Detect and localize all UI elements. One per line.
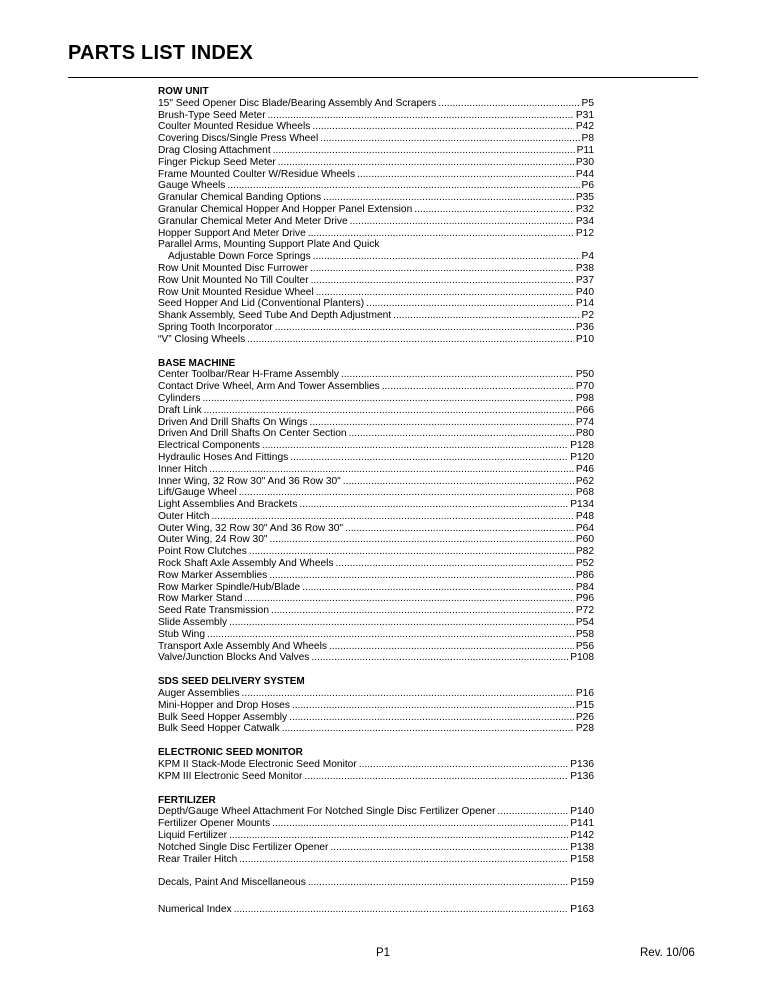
entry-page: P14 xyxy=(575,298,594,310)
dot-leader xyxy=(341,369,574,381)
index-section xyxy=(158,676,594,735)
dot-leader xyxy=(366,298,574,310)
section-heading: BASE MACHINE xyxy=(158,357,236,369)
entry-page: P48 xyxy=(575,510,594,522)
index-entry xyxy=(158,629,594,641)
dot-leader xyxy=(357,169,574,181)
index-entry xyxy=(158,452,594,464)
entry-page: P56 xyxy=(575,640,594,652)
entry-label: Point Row Clutches xyxy=(158,546,247,558)
index-entry xyxy=(158,310,594,322)
dot-leader xyxy=(271,605,574,617)
index-entry xyxy=(158,570,594,582)
dot-leader xyxy=(204,405,574,417)
entry-label: KPM II Stack-Mode Electronic Seed Monitor xyxy=(158,759,357,771)
dot-leader xyxy=(343,476,574,488)
dot-leader xyxy=(262,440,568,452)
entry-page: P36 xyxy=(575,321,594,333)
index-entry xyxy=(158,904,594,916)
entry-page: P108 xyxy=(570,652,594,664)
dot-leader xyxy=(309,417,573,429)
entry-label: Lift/Gauge Wheel xyxy=(158,487,237,499)
dot-leader xyxy=(313,251,580,263)
index-entry xyxy=(158,405,594,417)
entry-label: Inner Hitch xyxy=(158,463,208,475)
entry-page: P62 xyxy=(575,475,594,487)
entry-label: Seed Rate Transmission xyxy=(158,605,269,617)
index-entry xyxy=(158,605,594,617)
entry-label: Inner Wing, 32 Row 30" And 36 Row 30" xyxy=(158,475,341,487)
entry-page: P74 xyxy=(575,416,594,428)
dot-leader xyxy=(209,464,574,476)
entry-label: Shank Assembly, Seed Tube And Depth Adjustment xyxy=(158,310,392,322)
entry-label: Row Unit Mounted No Till Coulter xyxy=(158,274,309,286)
entry-page: P26 xyxy=(575,711,594,723)
section-heading: ELECTRONIC SEED MONITOR xyxy=(158,747,303,759)
index-section xyxy=(158,358,594,665)
index-entry xyxy=(158,228,594,240)
dot-leader xyxy=(227,180,579,192)
entry-label: Slide Assembly xyxy=(158,617,228,629)
dot-leader xyxy=(302,582,574,594)
entry-page: P35 xyxy=(575,192,594,204)
entry-label: Gauge Wheels xyxy=(158,180,226,192)
dot-leader xyxy=(239,487,574,499)
index-entry xyxy=(158,534,594,546)
entry-page: P120 xyxy=(570,451,594,463)
entry-label: Frame Mounted Coulter W/Residue Wheels xyxy=(158,168,356,180)
entry-label: Liquid Fertilizer xyxy=(158,830,228,842)
index-entry xyxy=(158,723,594,735)
entry-page: P50 xyxy=(575,369,594,381)
index-entry xyxy=(158,759,594,771)
dot-leader xyxy=(239,854,568,866)
entry-page: P52 xyxy=(575,558,594,570)
entry-page: P98 xyxy=(575,392,594,404)
entry-page: P158 xyxy=(570,853,594,865)
entry-label: Driven And Drill Shafts On Wings xyxy=(158,416,308,428)
entry-page: P138 xyxy=(570,841,594,853)
index-entry xyxy=(158,830,594,842)
dot-leader xyxy=(311,652,568,664)
index-section xyxy=(158,795,594,866)
entry-page: P136 xyxy=(570,759,594,771)
entry-page: P140 xyxy=(570,806,594,818)
dot-leader xyxy=(308,877,568,889)
entry-page: P128 xyxy=(570,440,594,452)
entry-page: P16 xyxy=(575,688,594,700)
dot-leader xyxy=(268,110,574,122)
entry-page: P31 xyxy=(575,109,594,121)
entry-label: Outer Wing, 24 Row 30" xyxy=(158,534,268,546)
entry-page: P80 xyxy=(575,428,594,440)
dot-leader xyxy=(290,452,568,464)
index-entry xyxy=(158,558,594,570)
index-entry xyxy=(158,369,594,381)
entry-label: Row Marker Stand xyxy=(158,593,243,605)
entry-page: P28 xyxy=(575,723,594,735)
entry-page: P38 xyxy=(575,262,594,274)
entry-page: P11 xyxy=(576,144,594,156)
dot-leader xyxy=(275,322,574,334)
entry-label: Spring Tooth Incorporator xyxy=(158,321,273,333)
dot-leader xyxy=(242,688,574,700)
index-entry xyxy=(158,121,594,133)
entry-label: Granular Chemical Hopper And Hopper Panel Extension xyxy=(158,203,413,215)
index-entry xyxy=(158,145,594,157)
index-entry xyxy=(158,169,594,181)
dot-leader xyxy=(349,428,574,440)
dot-leader xyxy=(311,275,574,287)
dot-leader xyxy=(269,570,574,582)
dot-leader xyxy=(229,617,574,629)
dot-leader xyxy=(382,381,574,393)
entry-page: P136 xyxy=(570,770,594,782)
entry-label: Light Assemblies And Brackets xyxy=(158,499,298,511)
entry-page: P42 xyxy=(575,121,594,133)
entry-page: P70 xyxy=(575,381,594,393)
entry-page: P10 xyxy=(575,333,594,345)
index-section xyxy=(158,747,594,782)
dot-leader xyxy=(270,534,574,546)
dot-leader xyxy=(282,723,574,735)
entry-label: Notched Single Disc Fertilizer Opener xyxy=(158,841,329,853)
entry-label: Numerical Index xyxy=(158,904,232,916)
index-entry xyxy=(158,334,594,346)
dot-leader xyxy=(359,759,568,771)
index-entry xyxy=(158,652,594,664)
entry-label: Drag Closing Attachment xyxy=(158,144,271,156)
entry-label: Granular Chemical Meter And Meter Drive xyxy=(158,215,348,227)
dot-leader xyxy=(272,818,568,830)
dot-leader xyxy=(312,121,574,133)
index-entry xyxy=(158,546,594,558)
index-entry xyxy=(158,440,594,452)
entry-label: Outer Wing, 32 Row 30" And 36 Row 30" xyxy=(158,522,344,534)
index-section xyxy=(158,904,594,916)
dot-leader xyxy=(299,499,568,511)
index-entry xyxy=(158,593,594,605)
index-entry xyxy=(158,877,594,889)
entry-page: P32 xyxy=(575,203,594,215)
dot-leader xyxy=(207,629,574,641)
entry-page: P84 xyxy=(575,581,594,593)
entry-page: P30 xyxy=(575,156,594,168)
index-entry xyxy=(158,381,594,393)
revision-date: Rev. 10/06 xyxy=(640,947,695,959)
dot-leader xyxy=(497,806,568,818)
entry-page: P46 xyxy=(575,463,594,475)
dot-leader xyxy=(289,712,574,724)
entry-page: P15 xyxy=(575,699,594,711)
index-entry xyxy=(158,818,594,830)
entry-page: P6 xyxy=(581,180,594,192)
entry-label: Row Unit Mounted Residue Wheel xyxy=(158,286,314,298)
section-heading: FERTILIZER xyxy=(158,794,216,806)
dot-leader xyxy=(350,216,574,228)
index-entry xyxy=(158,523,594,535)
entry-page: P64 xyxy=(575,522,594,534)
entry-label: Electrical Components xyxy=(158,440,260,452)
entry-page: P141 xyxy=(570,818,594,830)
page-title: PARTS LIST INDEX xyxy=(68,42,254,64)
entry-page: P12 xyxy=(575,227,594,239)
entry-label: Bulk Seed Hopper Catwalk xyxy=(158,723,280,735)
index-entry xyxy=(158,428,594,440)
dot-leader xyxy=(330,842,568,854)
index-entry xyxy=(158,251,594,263)
entry-label: Brush-Type Seed Meter xyxy=(158,109,266,121)
entry-label: Adjustable Down Force Springs xyxy=(168,251,311,263)
entry-page: P159 xyxy=(570,877,594,889)
index-entry xyxy=(158,275,594,287)
entry-label: “V” Closing Wheels xyxy=(158,333,246,345)
entry-label: Granular Chemical Banding Options xyxy=(158,192,322,204)
entry-label: Finger Pickup Seed Meter xyxy=(158,156,276,168)
entry-label: Row Marker Assemblies xyxy=(158,569,268,581)
entry-label: Hopper Support And Meter Drive xyxy=(158,227,306,239)
index-entry xyxy=(158,192,594,204)
dot-leader xyxy=(323,192,574,204)
dot-leader xyxy=(249,546,574,558)
dot-leader xyxy=(310,263,574,275)
entry-label: Hydraulic Hoses And Fittings xyxy=(158,451,289,463)
entry-label: Center Toolbar/Rear H-Frame Assembly xyxy=(158,369,339,381)
entry-page: P72 xyxy=(575,605,594,617)
dot-leader xyxy=(234,904,569,916)
index-entry xyxy=(158,322,594,334)
entry-page: P4 xyxy=(581,251,594,263)
dot-leader xyxy=(247,334,574,346)
index-entry xyxy=(158,487,594,499)
index-entry xyxy=(158,712,594,724)
index-entry xyxy=(158,582,594,594)
dot-leader xyxy=(212,511,574,523)
index-entry xyxy=(158,110,594,122)
index-entry xyxy=(158,499,594,511)
entry-label: Seed Hopper And Lid (Conventional Planters) xyxy=(158,298,365,310)
entry-page: P40 xyxy=(575,286,594,298)
index-entry xyxy=(158,842,594,854)
index-entry xyxy=(158,700,594,712)
dot-leader xyxy=(345,523,574,535)
index-entry xyxy=(158,464,594,476)
entry-page: P60 xyxy=(575,534,594,546)
dot-leader xyxy=(273,145,575,157)
entry-label: Decals, Paint And Miscellaneous xyxy=(158,877,306,889)
entry-label: Mini-Hopper and Drop Hoses xyxy=(158,699,290,711)
entry-label: Rock Shaft Axle Assembly And Wheels xyxy=(158,558,334,570)
section-heading: ROW UNIT xyxy=(158,86,209,97)
index-entry xyxy=(158,771,594,783)
index-entry xyxy=(158,157,594,169)
dot-leader xyxy=(320,133,579,145)
dot-leader xyxy=(336,558,574,570)
index-entry xyxy=(158,263,594,275)
index-entry xyxy=(158,476,594,488)
index-entry xyxy=(158,287,594,299)
entry-page: P34 xyxy=(575,215,594,227)
entry-label: 15" Seed Opener Disc Blade/Bearing Assembly And Scrapers xyxy=(158,97,437,109)
entry-page: P2 xyxy=(581,310,594,322)
dot-leader xyxy=(202,393,573,405)
entry-page: P5 xyxy=(581,97,594,109)
dot-leader xyxy=(316,287,574,299)
dot-leader xyxy=(278,157,574,169)
dot-leader xyxy=(414,204,574,216)
entry-label: Depth/Gauge Wheel Attachment For Notched Single Disc Fertilizer Opener xyxy=(158,806,496,818)
entry-label: Driven And Drill Shafts On Center Section xyxy=(158,428,347,440)
entry-label: Outer Hitch xyxy=(158,510,210,522)
entry-page: P66 xyxy=(575,404,594,416)
entry-page: P8 xyxy=(581,133,594,145)
entry-label: Transport Axle Assembly And Wheels xyxy=(158,640,327,652)
entry-label: Covering Discs/Single Press Wheel xyxy=(158,133,319,145)
entry-label: Row Marker Spindle/Hub/Blade xyxy=(158,581,301,593)
entry-label: Row Unit Mounted Disc Furrower xyxy=(158,262,309,274)
dot-leader xyxy=(308,228,574,240)
title-divider xyxy=(68,77,698,78)
entry-page: P134 xyxy=(570,499,594,511)
entry-page: P163 xyxy=(570,904,594,916)
dot-leader xyxy=(292,700,574,712)
index-entry xyxy=(158,806,594,818)
entry-label: Coulter Mounted Residue Wheels xyxy=(158,121,311,133)
entry-label: Bulk Seed Hopper Assembly xyxy=(158,711,288,723)
index-entry xyxy=(158,511,594,523)
index-entry xyxy=(158,216,594,228)
entry-page: P96 xyxy=(575,593,594,605)
dot-leader xyxy=(304,771,568,783)
page-number: P1 xyxy=(376,947,391,959)
dot-leader xyxy=(244,593,573,605)
index-entry xyxy=(158,204,594,216)
index-entry xyxy=(158,417,594,429)
entry-page: P58 xyxy=(575,628,594,640)
dot-leader xyxy=(229,830,568,842)
dot-leader xyxy=(329,641,574,653)
index-entry xyxy=(158,98,594,110)
index-entry xyxy=(158,133,594,145)
index-entry xyxy=(158,180,594,192)
entry-page: P54 xyxy=(575,617,594,629)
index-section xyxy=(158,877,594,889)
index-entry xyxy=(158,854,594,866)
index-entry xyxy=(158,393,594,405)
section-heading: SDS SEED DELIVERY SYSTEM xyxy=(158,676,305,688)
entry-label-line: Parallel Arms, Mounting Support Plate And Quick xyxy=(158,239,380,251)
dot-leader xyxy=(438,98,579,110)
index-section xyxy=(158,86,594,346)
entry-label: Draft Link xyxy=(158,404,202,416)
entry-page: P86 xyxy=(575,569,594,581)
entry-page: P142 xyxy=(570,830,594,842)
entry-page: P37 xyxy=(575,274,594,286)
entry-page: P44 xyxy=(575,168,594,180)
index-list xyxy=(158,86,594,931)
entry-page: P82 xyxy=(575,546,594,558)
entry-label: Valve/Junction Blocks And Valves xyxy=(158,652,310,664)
index-entry xyxy=(158,688,594,700)
entry-page: P68 xyxy=(575,487,594,499)
index-entry xyxy=(158,641,594,653)
index-entry xyxy=(158,617,594,629)
dot-leader xyxy=(393,310,579,322)
entry-label: KPM III Electronic Seed Monitor xyxy=(158,770,303,782)
entry-label: Auger Assemblies xyxy=(158,688,240,700)
entry-label: Fertilizer Opener Mounts xyxy=(158,818,271,830)
index-entry xyxy=(158,298,594,310)
entry-label: Rear Trailer Hitch xyxy=(158,853,238,865)
entry-label: Cylinders xyxy=(158,392,201,404)
entry-label: Contact Drive Wheel, Arm And Tower Assemblies xyxy=(158,381,380,393)
entry-label: Stub Wing xyxy=(158,628,205,640)
